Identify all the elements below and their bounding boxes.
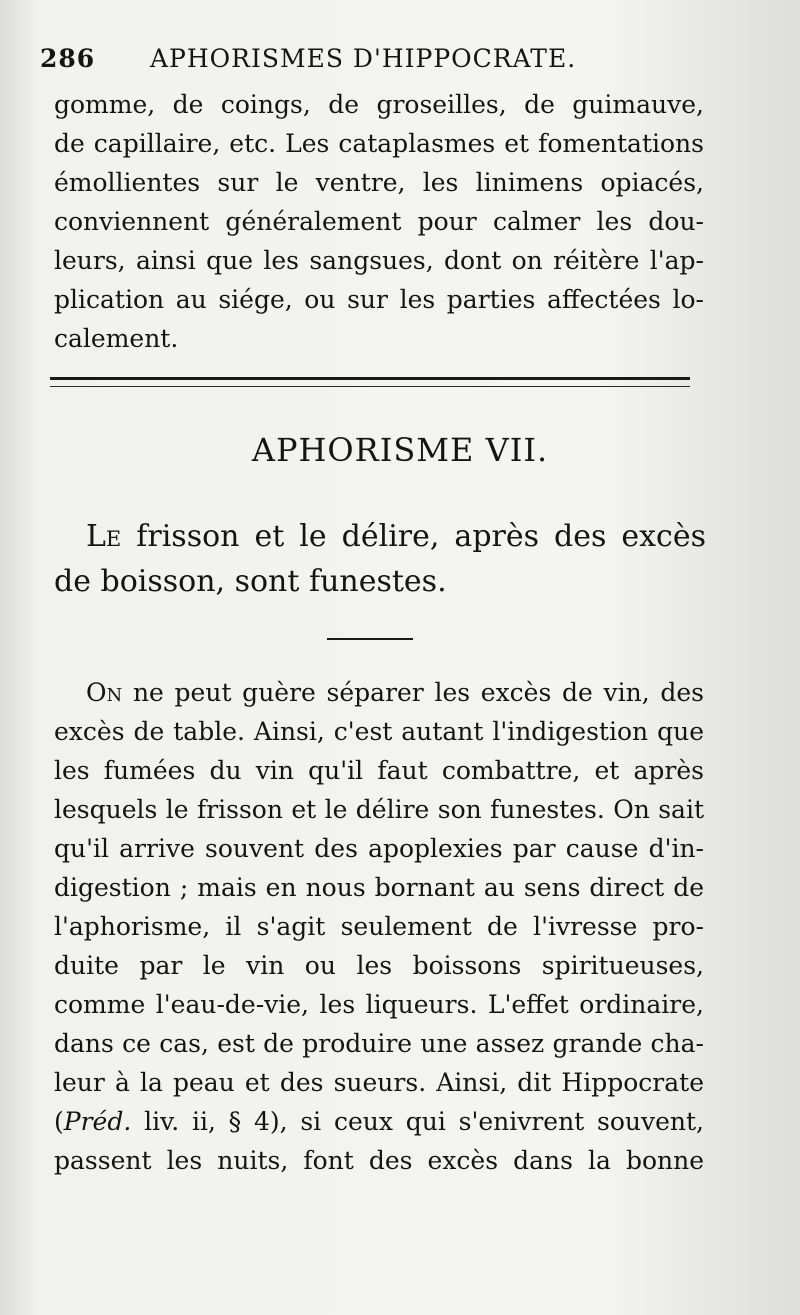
- drop-word: Le: [86, 519, 122, 554]
- text-line: dans ce cas, est de produire une assez grande cha-: [54, 1029, 704, 1058]
- section-heading: APHORISME VII.: [251, 431, 549, 469]
- drop-word: On: [86, 678, 123, 707]
- text-line: [86, 674, 704, 712]
- text-line: excès de table. Ainsi, c'est autant l'indigestion que: [54, 717, 704, 746]
- text-line: comme l'eau-de-vie, les liqueurs. L'effet ordinaire,: [54, 990, 704, 1019]
- running-title: APHORISMES D'HIPPOCRATE.: [150, 44, 577, 73]
- text-line: qu'il arrive souvent des apoplexies par cause d'in-: [54, 834, 704, 863]
- text-line: plication au siége, ou sur les parties affectées lo-: [54, 285, 704, 314]
- line-text: liv. ii, § 4), si ceux qui s'enivrent souvent,: [131, 1107, 704, 1136]
- text-line: conviennent généralement pour calmer les dou-: [54, 207, 704, 236]
- text-line: [54, 1103, 704, 1141]
- section-divider-heavy: [50, 377, 690, 380]
- aphorism-line: [86, 515, 706, 559]
- text-line: gomme, de coings, de groseilles, de guimauve,: [54, 90, 704, 119]
- page-number: 286: [40, 44, 96, 73]
- short-divider: [327, 638, 413, 640]
- text-line: lesquels le frisson et le délire son funestes. On sait: [54, 795, 704, 824]
- text-line: calement.: [54, 324, 179, 353]
- text-line: les fumées du vin qu'il faut combattre, et après: [54, 756, 704, 785]
- text-line: leur à la peau et des sueurs. Ainsi, dit Hippocrate: [54, 1068, 704, 1097]
- text-line: de capillaire, etc. Les cataplasmes et fomentations: [54, 129, 704, 158]
- line-text: (: [54, 1107, 64, 1136]
- work-reference: Préd.: [63, 1107, 132, 1136]
- running-head: [40, 44, 730, 84]
- text-line: émollientes sur le ventre, les linimens opiacés,: [54, 168, 704, 197]
- line-text: ne peut guère séparer les excès de vin, des: [122, 678, 704, 707]
- section-divider-thin: [50, 386, 690, 387]
- text-line: digestion ; mais en nous bornant au sens direct de: [54, 873, 704, 902]
- text-line: passent les nuits, font des excès dans la bonne: [54, 1146, 704, 1175]
- text-line: duite par le vin ou les boissons spiritueuses,: [54, 951, 704, 980]
- aphorism-line: de boisson, sont funestes.: [54, 564, 447, 599]
- aphorism-text: frisson et le délire, après des excès: [121, 519, 706, 554]
- text-line: leurs, ainsi que les sangsues, dont on réitère l'ap-: [54, 246, 704, 275]
- text-line: l'aphorisme, il s'agit seulement de l'ivresse pro-: [54, 912, 704, 941]
